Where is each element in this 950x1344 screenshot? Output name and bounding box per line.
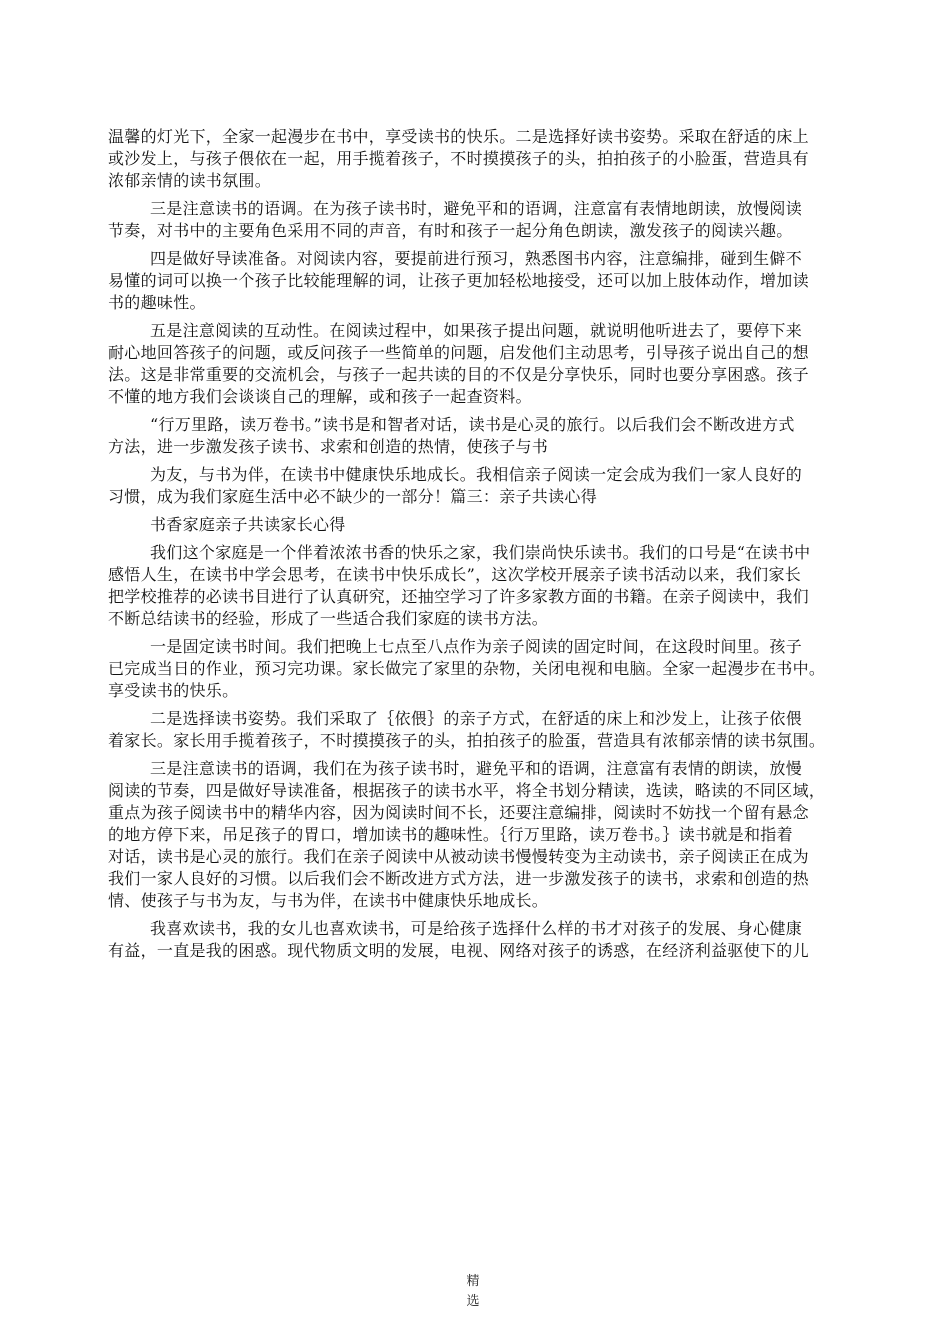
text-line: 的地方停下来，吊足孩子的胃口，增加读书的趣味性。｛行万里路，读万卷书。｝读书就是和指着 bbox=[108, 825, 793, 844]
text-line: 温馨的灯光下，全家一起漫步在书中，享受读书的快乐。二是选择好读书姿势。采取在舒适的床上 bbox=[108, 127, 809, 146]
text-line: 阅读的节奏，四是做好导读准备，根据孩子的读书水平，将全书划分精读，选读，略读的不同区域， bbox=[108, 781, 826, 800]
text-line: 我喜欢读书，我的女儿也喜欢读书，可是给孩子选择什么样的书才对孩子的发展、身心健康 bbox=[150, 919, 803, 938]
text-line: 方法，进一步激发孩子读书、求索和创造的热情，使孩子与书 bbox=[108, 437, 549, 456]
footer-char: 选 bbox=[466, 1294, 480, 1309]
section-heading: 书香家庭亲子共读家长心得 bbox=[150, 515, 346, 534]
text-line: 情、使孩子与书为友，与书为伴，在读书中健康快乐地成长。 bbox=[108, 891, 549, 910]
text-line: 感悟人生，在读书中学会思考，在读书中快乐成长”，这次学校开展亲子读书活动以来，我们家长 bbox=[108, 565, 802, 584]
text-line: 重点为孩子阅读书中的精华内容，因为阅读时间不长，还要注意编排，阅读时不妨找一个留有悬念 bbox=[108, 803, 809, 822]
text-line: “行万里路，读万卷书。”读书是和智者对话，读书是心灵的旅行。以后我们会不断改进方式 bbox=[150, 415, 795, 434]
text-line: 或沙发上，与孩子偎依在一起，用手揽着孩子，不时摸摸孩子的头，拍拍孩子的小脸蛋，营造具有 bbox=[108, 149, 809, 168]
text-line: 对话，读书是心灵的旅行。我们在亲子阅读中从被动读书慢慢转变为主动读书，亲子阅读正在成为 bbox=[108, 847, 809, 866]
text-line: 易懂的词可以换一个孩子比较能理解的词，让孩子更加轻松地接受，还可以加上肢体动作，增加读 bbox=[108, 271, 809, 290]
page-footer bbox=[461, 1272, 485, 1312]
text-line: 习惯，成为我们家庭生活中必不缺少的一部分！篇三：亲子共读心得 bbox=[108, 487, 598, 506]
text-line: 我们一家人良好的习惯。以后我们会不断改进方式方法，进一步激发孩子的读书，求索和创造的热 bbox=[108, 869, 809, 888]
footer-char: 精 bbox=[466, 1274, 480, 1289]
text-line: 三是注意读书的语调，我们在为孩子读书时，避免平和的语调，注意富有表情的朗读，放慢 bbox=[150, 759, 803, 778]
text-line: 法。这是非常重要的交流机会，与孩子一起共读的目的不仅是分享快乐，同时也要分享困惑。孩子 bbox=[108, 365, 809, 384]
text-line: 不懂的地方我们会谈谈自己的理解，或和孩子一起查资料。 bbox=[108, 387, 532, 406]
document-body bbox=[108, 116, 852, 962]
text-line: 有益，一直是我的困惑。现代物质文明的发展，电视、网络对孩子的诱惑，在经济利益驱使下的儿 bbox=[108, 941, 809, 960]
text-line: 二是选择读书姿势。我们采取了｛依偎｝的亲子方式，在舒适的床上和沙发上，让孩子依偎 bbox=[150, 709, 803, 728]
text-line: 为友，与书为伴，在读书中健康快乐地成长。我相信亲子阅读一定会成为我们一家人良好的 bbox=[150, 465, 803, 484]
text-line: 我们这个家庭是一个伴着浓浓书香的快乐之家，我们崇尚快乐读书。我们的口号是“在读书中 bbox=[150, 543, 811, 562]
text-line: 节奏，对书中的主要角色采用不同的声音，有时和孩子一起分角色朗读，激发孩子的阅读兴趣。 bbox=[108, 221, 793, 240]
text-line: 着家长。家长用手揽着孩子，不时摸摸孩子的头，拍拍孩子的脸蛋，营造具有浓郁亲情的读书氛围。 bbox=[108, 731, 826, 750]
text-line: 已完成当日的作业，预习完功课。家长做完了家里的杂物，关闭电视和电脑。全家一起漫步在书中。 bbox=[108, 659, 826, 678]
text-line: 把学校推荐的必读书目进行了认真研究，还抽空学习了许多家教方面的书籍。在亲子阅读中，我们 bbox=[108, 587, 809, 606]
text-line: 耐心地回答孩子的问题，或反问孩子一些简单的问题，启发他们主动思考，引导孩子说出自己的想 bbox=[108, 343, 809, 362]
text-line: 享受读书的快乐。 bbox=[108, 681, 239, 700]
text-line: 不断总结读书的经验，形成了一些适合我们家庭的读书方法。 bbox=[108, 609, 549, 628]
text-line: 一是固定读书时间。我们把晚上七点至八点作为亲子阅读的固定时间，在这段时间里。孩子 bbox=[150, 637, 803, 656]
text-line: 浓郁亲情的读书氛围。 bbox=[108, 171, 272, 190]
text-line: 五是注意阅读的互动性。在阅读过程中，如果孩子提出问题，就说明他听进去了，要停下来 bbox=[150, 321, 803, 340]
text-line: 书的趣味性。 bbox=[108, 293, 206, 312]
text-line: 四是做好导读准备。对阅读内容，要提前进行预习，熟悉图书内容，注意编排，碰到生僻不 bbox=[150, 249, 803, 268]
text-line: 三是注意读书的语调。在为孩子读书时，避免平和的语调，注意富有表情地朗读，放慢阅读 bbox=[150, 199, 803, 218]
